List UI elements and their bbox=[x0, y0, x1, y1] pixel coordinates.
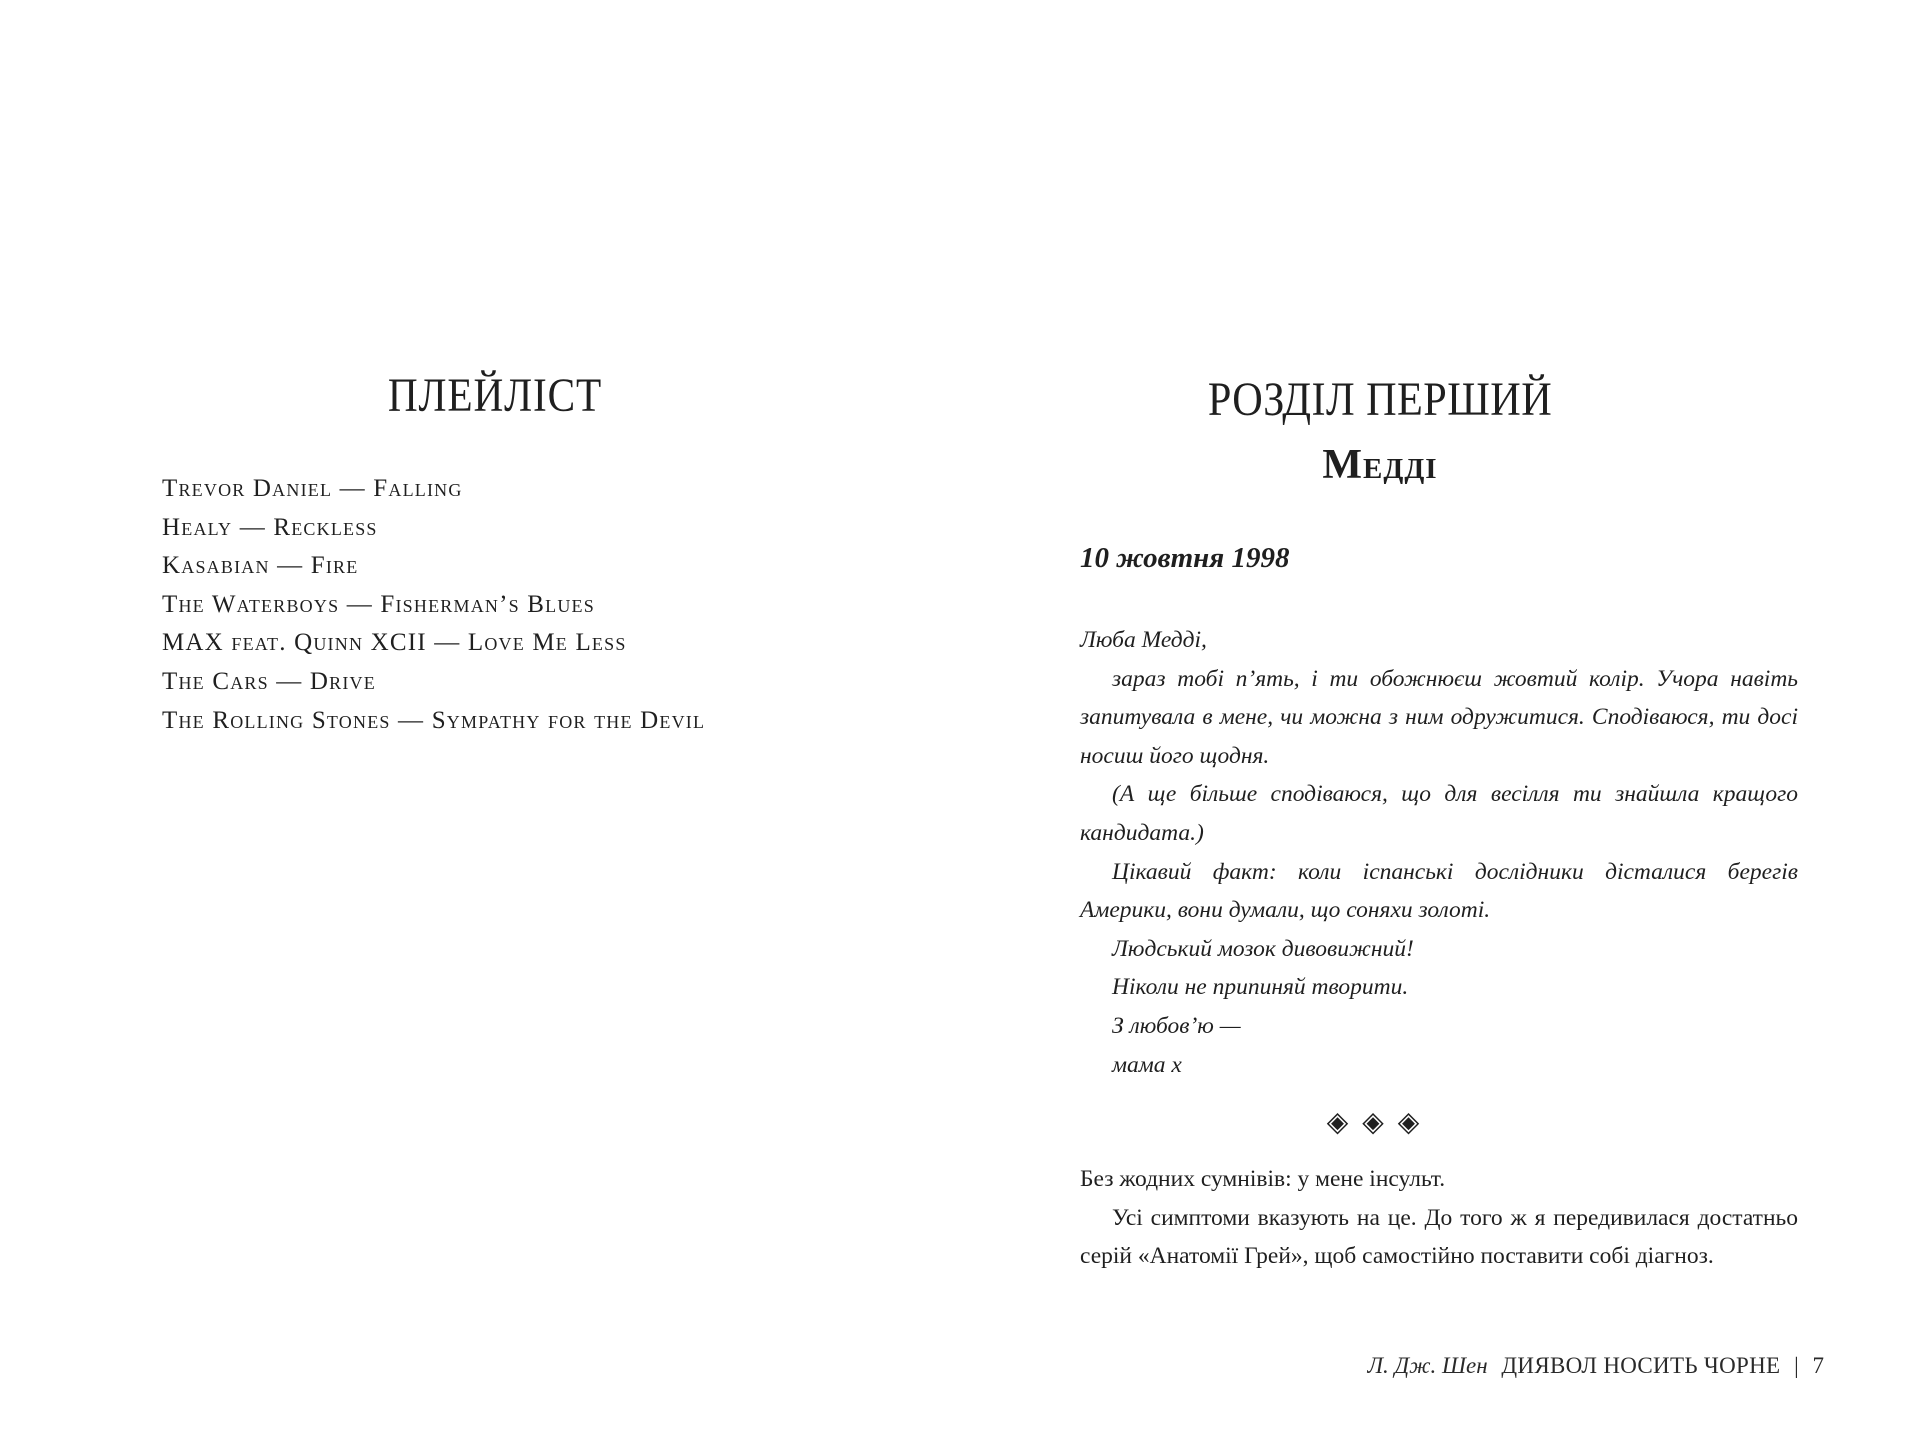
playlist-item: The Waterboys — Fisherman’s Blues bbox=[162, 590, 595, 618]
playlist-item: Kasabian — Fire bbox=[162, 552, 359, 580]
chapter-subtitle: Медді bbox=[1322, 442, 1438, 488]
letter-paragraph: (А ще більше сподіваюся, що для весілля ти знайшла кращого кандидата.) bbox=[1080, 781, 1798, 846]
letter-signature: мама х bbox=[1112, 1051, 1182, 1078]
prose-paragraph: Усі симптоми вказують на це. До того ж я передивилася достатньо серій «Анатомії Грей», щоб самостійно поставити собі діагноз. bbox=[1080, 1204, 1798, 1270]
playlist-item: Healy — Reckless bbox=[162, 513, 378, 541]
letter-paragraph: Ніколи не припиняй творити. bbox=[1112, 974, 1409, 1001]
footer-divider: | bbox=[1794, 1353, 1799, 1378]
letter-date: 10 жовтня 1998 bbox=[1080, 542, 1290, 574]
right-page bbox=[960, 0, 1920, 1440]
footer-book-title: ДИЯВОЛ НОСИТЬ ЧОРНЕ bbox=[1501, 1353, 1781, 1378]
letter-paragraph: Людський мозок дивовижний! bbox=[1112, 935, 1414, 962]
playlist-item: Trevor Daniel — Falling bbox=[162, 475, 463, 502]
playlist-item: The Rolling Stones — Sympathy for the Devil bbox=[162, 706, 706, 734]
letter-paragraph: зараз тобі п’ять, і ти обожнюєш жовтий колір. Учора навіть запитувала в мене, чи можна з ним одружитися. Сподіваюся, ти досі носиш його щодня. bbox=[1080, 665, 1798, 769]
footer-author: Л. Дж. Шен bbox=[1367, 1353, 1488, 1378]
playlist-item: MAX feat. Quinn XCII — Love Me Less bbox=[162, 629, 627, 657]
playlist bbox=[162, 470, 705, 740]
chapter-title: РОЗДІЛ ПЕРШИЙ bbox=[1207, 373, 1553, 426]
playlist-title: ПЛЕЙЛІСТ bbox=[387, 369, 603, 422]
letter-salutation: Люба Медді, bbox=[1080, 627, 1207, 653]
letter-paragraph: Цікавий факт: коли іспанські дослідники дісталися берегів Америки, вони думали, що соняхи золоті. bbox=[1080, 858, 1798, 924]
letter-closing: З любов’ю — bbox=[1112, 1012, 1241, 1039]
section-separator-icon: ◈◈◈ bbox=[1326, 1107, 1434, 1138]
letter bbox=[1080, 621, 1798, 1084]
page-number: 7 bbox=[1812, 1353, 1824, 1378]
prose-paragraph: Без жодних сумнівів: у мене інсульт. bbox=[1080, 1166, 1446, 1192]
playlist-item: The Cars — Drive bbox=[162, 667, 376, 695]
prose bbox=[1080, 1160, 1798, 1276]
running-footer bbox=[1367, 1353, 1824, 1379]
